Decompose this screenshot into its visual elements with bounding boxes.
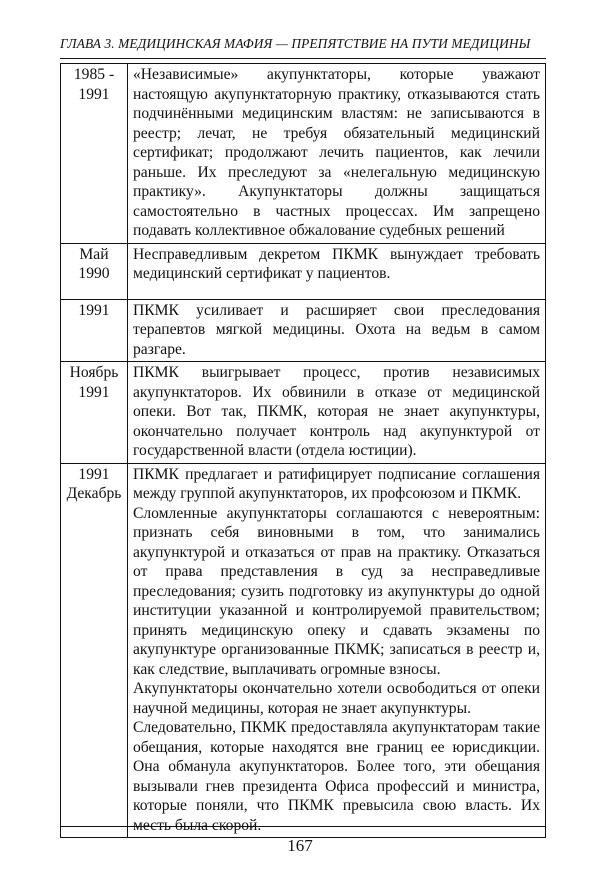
table-row xyxy=(61,243,546,299)
date-line: 1991 xyxy=(78,85,110,103)
date-line: 1991 xyxy=(78,383,110,401)
date-line: 1985 - xyxy=(73,66,115,83)
event-paragraph: ПКМК усиливает и расширяет свои преследования терапевтов мягкой медицины. Охота на ведьм в самом разгаре. xyxy=(133,301,540,358)
table-row xyxy=(61,299,546,362)
date-cell xyxy=(61,299,128,362)
table-row xyxy=(61,64,546,244)
chronology-table xyxy=(60,63,546,838)
table-row xyxy=(61,362,546,464)
event-cell xyxy=(128,64,546,244)
event-paragraph: ПКМК предлагает и ратифицирует подписание соглашения между группой акупунктаторов, их профсоюзом и ПКМК. xyxy=(133,465,540,502)
footer-rule xyxy=(60,826,546,827)
table-row xyxy=(61,463,546,838)
event-paragraph: Несправедливым декретом ПКМК вынуждает требовать медицинский сертификат у пациентов. xyxy=(133,245,540,282)
event-paragraph: Сломленные акупунктаторы соглашаются с невероятным: признать себя виновными в том, что занимались акупунктурой и отказаться от прав на практику. Отказаться от права представления в суд за несправедливые преследования; сузить подготовку из акупунктуры до одной институции указанной и контролируемой правительством; принять медицинскую опеку и сдавать экзамены по акупунктуре организованные ПКМК; записаться в реестр и, как следствие, выплачивать огромные взносы. xyxy=(133,504,540,678)
date-line: Май xyxy=(79,245,109,263)
date-cell xyxy=(61,463,128,838)
event-paragraph: Акупунктаторы окончательно хотели освободиться от опеки научной медицины, которая не знает акупунктуры. xyxy=(133,680,540,717)
event-paragraph: ПКМК выигрывает процесс, против независимых акупунктаторов. Их обвинили в отказе от медицинской опеки. Вот так, ПКМК, которая не знает акупунктуры, окончательно получает контроль над акупунктурой от государственной власти (отдела юстиции). xyxy=(133,364,540,459)
event-cell xyxy=(128,362,546,464)
event-cell xyxy=(128,299,546,362)
event-paragraph: Следовательно, ПКМК предоставляла акупунктаторам такие обещания, которые находятся вне границ ее юрисдикции. Она обманула акупунктаторов. Более того, эти обещания вызывали гнев президента Офиса профессий и министра, которые поняли, что ПКМК превысила свою власть. Их месть была скорой. xyxy=(133,719,540,834)
page-number: 167 xyxy=(287,836,313,855)
date-line: 1990 xyxy=(78,265,110,282)
event-paragraph: «Независимые» акупунктаторы, которые уважают настоящую акупунктаторную практику, отказываются стать подчинёнными медицинским властям: не записываются в реестр; лечат, не требуя обязательный медицинский сертификат; продолжают лечить пациентов, как лечили раньше. Их преследуют за «нелегальную медицинскую практику». Акупунктаторы должны защищаться самостоятельно в частных процессах. Им запрещено подавать коллективное обжалование судебных решений xyxy=(133,66,540,239)
date-cell xyxy=(61,243,128,299)
date-line: 1991 xyxy=(78,301,110,319)
date-line: 1991 xyxy=(78,465,110,483)
date-cell xyxy=(61,64,128,244)
date-line: Декабрь xyxy=(66,485,122,502)
event-cell xyxy=(128,243,546,299)
running-header: ГЛАВА 3. МЕДИЦИНСКАЯ МАФИЯ — ПРЕПЯТСТВИЕ НА ПУТИ МЕДИЦИНЫ xyxy=(60,36,531,51)
date-line: Ноябрь xyxy=(69,364,119,381)
event-cell xyxy=(128,463,546,838)
date-cell xyxy=(61,362,128,464)
header-rule xyxy=(60,58,546,59)
